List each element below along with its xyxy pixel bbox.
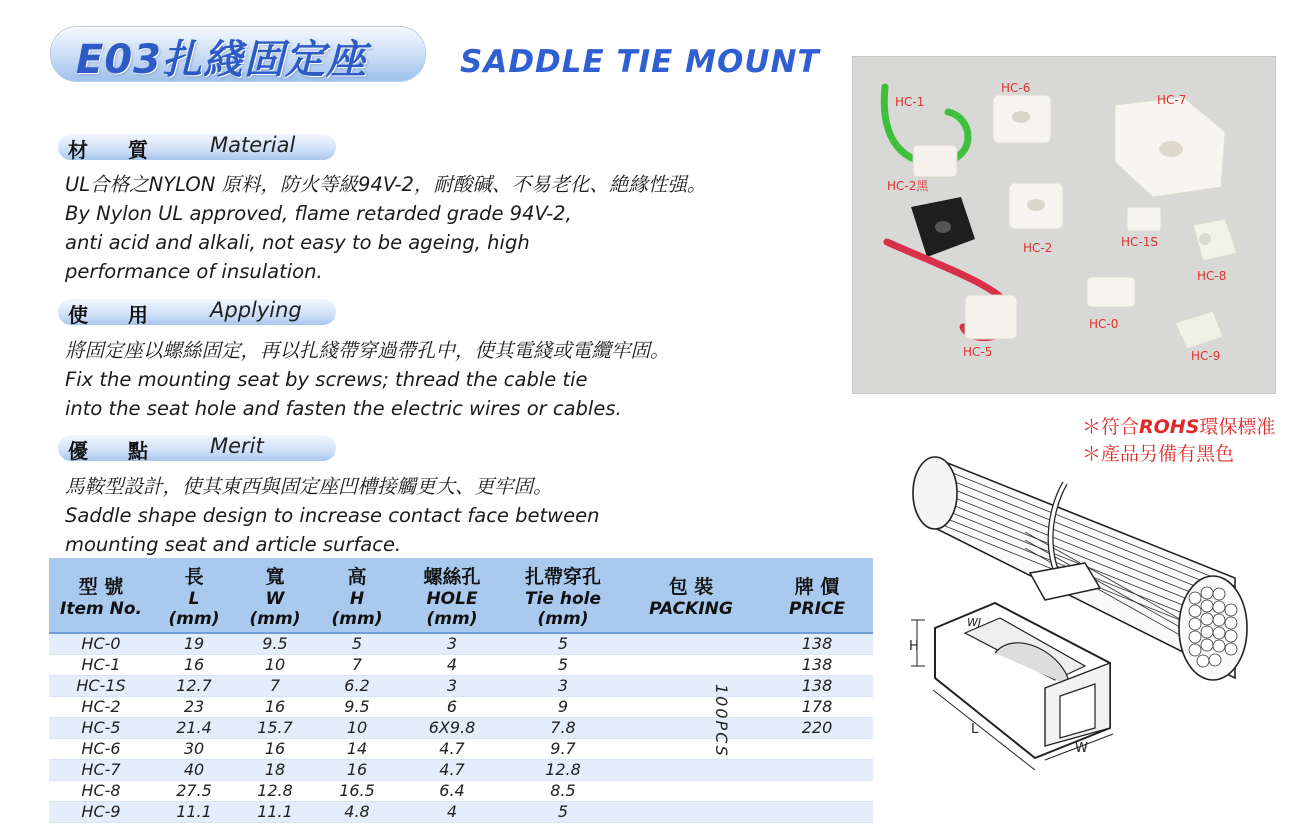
table-cell: 27.5: [153, 781, 235, 802]
table-cell: [761, 760, 873, 781]
technical-drawing: [895, 428, 1275, 778]
applying-text: [65, 336, 670, 423]
table-cell: 4.7: [399, 739, 505, 760]
section-label-zh-material: 材質: [68, 138, 188, 162]
table-cell: [621, 697, 761, 718]
table-cell: 4.7: [399, 760, 505, 781]
photo-label: HC-9: [1191, 349, 1221, 363]
table-cell: 8.5: [505, 781, 621, 802]
table-cell: 12.7: [153, 676, 235, 697]
table-cell: 16: [235, 739, 315, 760]
text-line: performance of insulation.: [65, 260, 323, 283]
photo-label: HC-1S: [1121, 235, 1158, 249]
table-cell: 138: [761, 676, 873, 697]
table-cell: 178: [761, 697, 873, 718]
table-cell: 10: [235, 655, 315, 676]
text-line: into the seat hole and fasten the electric wires or cables.: [65, 397, 622, 420]
table-cell: 9.5: [235, 633, 315, 655]
col-header-width: 寬 W (mm): [235, 558, 315, 633]
table-cell: 11.1: [153, 802, 235, 823]
table-cell: 9.5: [315, 697, 399, 718]
page-title-en: SADDLE TIE MOUNT: [460, 44, 820, 80]
table-row: [49, 739, 873, 760]
table-cell: 6.2: [315, 676, 399, 697]
col-header-price: 牌 價 PRICE: [761, 558, 873, 633]
table-row: [49, 802, 873, 823]
text-line: Saddle shape design to increase contact face between: [65, 504, 600, 527]
table-row: [49, 676, 873, 697]
table-cell: HC-1: [49, 655, 153, 676]
table-cell: 16: [315, 760, 399, 781]
table-cell: 5: [315, 633, 399, 655]
text-line: By Nylon UL approved, flame retarded grade 94V-2,: [65, 202, 572, 225]
table-cell: 138: [761, 633, 873, 655]
table-cell: 12.8: [505, 760, 621, 781]
table-cell: 7: [315, 655, 399, 676]
section-label-zh-applying: 使用: [68, 303, 188, 327]
table-row: [49, 760, 873, 781]
table-cell: [761, 802, 873, 823]
table-cell: [621, 633, 761, 655]
table-cell: 5: [505, 655, 621, 676]
text-line: mounting seat and article surface.: [65, 533, 402, 556]
table-cell: 18: [235, 760, 315, 781]
table-cell: 19: [153, 633, 235, 655]
drawing-label-l: L: [971, 722, 979, 737]
table-cell: [761, 739, 873, 760]
col-header-tie-hole: 扎帶穿孔 Tie hole (mm): [505, 558, 621, 633]
table-cell: 220: [761, 718, 873, 739]
table-cell: 16: [153, 655, 235, 676]
product-photo: [852, 56, 1276, 394]
col-header-length: 長 L (mm): [153, 558, 235, 633]
table-cell: HC-8: [49, 781, 153, 802]
photo-label: HC-8: [1197, 269, 1227, 283]
table-cell: 138: [761, 655, 873, 676]
page-title: E03扎綫固定座: [76, 37, 367, 83]
table-cell: 5: [505, 633, 621, 655]
table-cell: 9.7: [505, 739, 621, 760]
table-cell: 6X9.8: [399, 718, 505, 739]
table-cell: HC-0: [49, 633, 153, 655]
table-row: [49, 697, 873, 718]
table-row: [49, 781, 873, 802]
drawing-label-w: W: [1075, 741, 1088, 756]
table-cell: HC-1S: [49, 676, 153, 697]
table-cell: 11.1: [235, 802, 315, 823]
table-cell: 9: [505, 697, 621, 718]
drawing-label-h: H: [909, 639, 919, 654]
table-header-row: [49, 558, 873, 633]
table-cell: [621, 655, 761, 676]
table-cell: 15.7: [235, 718, 315, 739]
text-line: Fix the mounting seat by screws; thread the cable tie: [65, 368, 588, 391]
table-cell: HC-5: [49, 718, 153, 739]
table-cell: [621, 781, 761, 802]
table-cell: 4.8: [315, 802, 399, 823]
table-cell: 7: [235, 676, 315, 697]
table-cell: [621, 718, 761, 739]
table-row: [49, 633, 873, 655]
table-cell: 14: [315, 739, 399, 760]
table-cell: 16.5: [315, 781, 399, 802]
spec-table: [49, 558, 873, 823]
table-cell: [621, 802, 761, 823]
photo-label: HC-2: [1023, 241, 1053, 255]
table-cell: 21.4: [153, 718, 235, 739]
photo-label: HC-5: [963, 345, 993, 359]
col-header-height: 高 H (mm): [315, 558, 399, 633]
table-cell: HC-7: [49, 760, 153, 781]
table-cell: [621, 739, 761, 760]
table-row: [49, 655, 873, 676]
table-cell: 16: [235, 697, 315, 718]
col-header-hole: 螺絲孔 HOLE (mm): [399, 558, 505, 633]
material-text: [65, 170, 706, 286]
note-black-available: ＊產品另備有黑色: [1082, 443, 1235, 465]
section-label-en-applying: Applying: [210, 298, 302, 322]
table-cell: 3: [399, 633, 505, 655]
table-cell: [761, 781, 873, 802]
table-cell: 5: [505, 802, 621, 823]
table-cell: HC-6: [49, 739, 153, 760]
text-line: 將固定座以螺絲固定，再以扎綫帶穿過帶孔中，使其電綫或電纜牢固。: [65, 339, 670, 362]
table-cell: 3: [505, 676, 621, 697]
table-cell: 12.8: [235, 781, 315, 802]
text-line: UL合格之NYLON 原料，防火等級94V-2，耐酸碱、不易老化、絶緣性强。: [65, 173, 707, 196]
merit-text: [65, 472, 599, 559]
photo-label: HC-7: [1157, 93, 1187, 107]
text-line: anti acid and alkali, not easy to be ageing, high: [65, 231, 530, 254]
photo-label: HC-2黑: [887, 179, 929, 193]
table-cell: [621, 676, 761, 697]
table-cell: [621, 760, 761, 781]
section-label-en-merit: Merit: [210, 434, 264, 458]
table-cell: 7.8: [505, 718, 621, 739]
col-header-packing: 包 裝 PACKING: [621, 558, 761, 633]
text-line: 馬鞍型設計，使其東西與固定座凹槽接觸更大、更牢固。: [65, 475, 553, 498]
table-cell: HC-2: [49, 697, 153, 718]
table-cell: 10: [315, 718, 399, 739]
photo-label: HC-0: [1089, 317, 1119, 331]
packing-value: 100PCS: [712, 684, 731, 758]
table-cell: 40: [153, 760, 235, 781]
photo-label: HC-1: [895, 95, 925, 109]
table-cell: 3: [399, 676, 505, 697]
note-rohs: ＊符合ROHS環保標准: [1082, 416, 1276, 438]
photo-label: HC-6: [1001, 81, 1031, 95]
table-cell: 6.4: [399, 781, 505, 802]
table-row: [49, 718, 873, 739]
table-cell: HC-9: [49, 802, 153, 823]
table-cell: 4: [399, 655, 505, 676]
drawing-label-wj: WJ: [967, 616, 982, 629]
section-label-en-material: Material: [210, 133, 296, 157]
section-label-zh-merit: 優點: [68, 439, 188, 463]
col-header-item: 型 號 Item No.: [49, 558, 153, 633]
table-cell: 6: [399, 697, 505, 718]
table-cell: 23: [153, 697, 235, 718]
table-cell: 4: [399, 802, 505, 823]
table-cell: 30: [153, 739, 235, 760]
